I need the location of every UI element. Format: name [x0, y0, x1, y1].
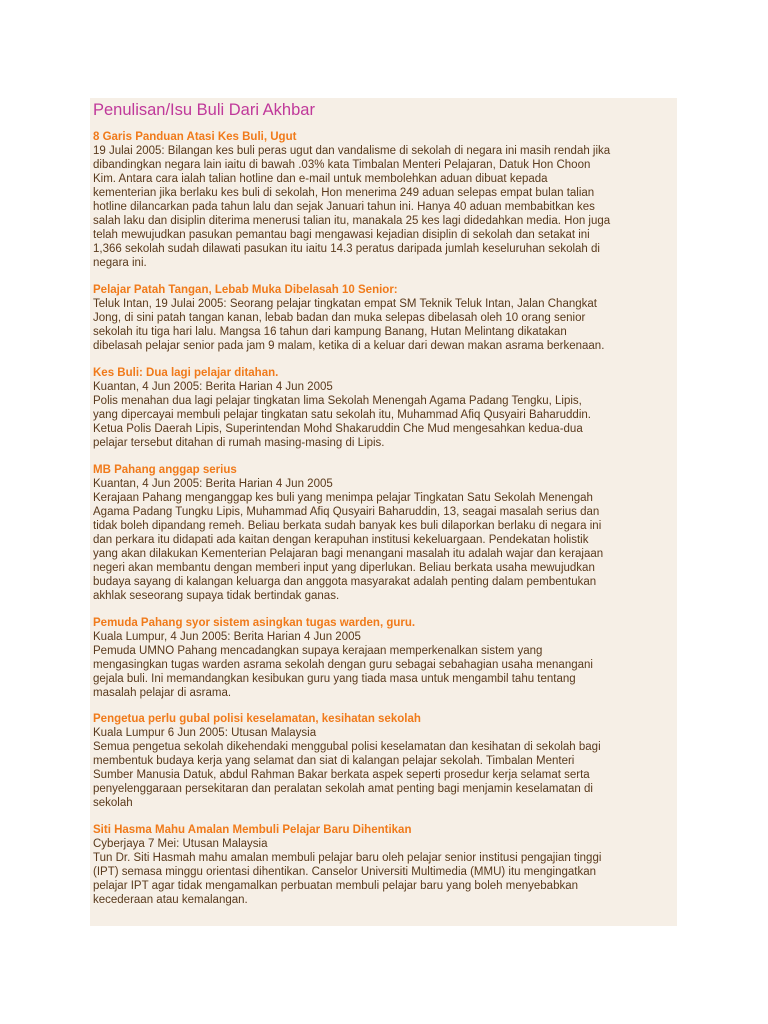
article-heading: MB Pahang anggap serius [93, 464, 237, 476]
article-7 [93, 823, 673, 907]
article-heading: Pelajar Patah Tangan, Lebab Muka Dibelasah 10 Senior: [93, 284, 398, 296]
document-panel [90, 98, 677, 926]
article-body: 19 Julai 2005: Bilangan kes buli peras ugut dan vandalisme di sekolah di negara ini masih rendah jika dibandingkan negara lain iaitu di bawah .03% kata Timbalan Menteri Pelajaran, Datuk Hon Choon Kim. Antara cara ialah talian hotline dan e-mail untuk membolehkan aduan dibuat kepada kementerian jika berlaku kes buli di sekolah, Hon menerima 249 aduan selepas empat bulan talian hotline dilancarkan pada tahun lalu dan sejak Januari tahun ini. Hanya 40 aduan membabitkan kes salah laku dan disiplin diterima menerusi talian itu, manakala 25 kes lagi didedahkan media. Hon juga telah mewujudkan pasukan pemantau bagi mengawasi kejadian disiplin di sekolah dan setakat ini 1,366 sekolah sudah dilawati pasukan itu iaitu 14.3 peratus daripada jumlah keseluruhan sekolah di negara ini. [93, 145, 611, 269]
article-body: Kerajaan Pahang menganggap kes buli yang menimpa pelajar Tingkatan Satu Sekolah Menengah Agama Padang Tungku Lipis, Muhammad Afiq Qusyairi Baharuddin, 13, seagai masalah serius dan tidak boleh dipandang remeh. Beliau berkata sudah banyak kes buli dilaporkan berlaku di negara ini dan perkara itu didapati ada kaitan dengan kerapuhan institusi kekeluargaan. Pendekatan holistik yang akan dilakukan Kementerian Pelajaran bagi menangani masalah itu adalah wajar dan kerajaan negeri akan membantu dengan memberi input yang diperlukan. Beliau berkata usaha mewujudkan budaya sayang di kalangan keluarga dan anggota masyarakat adalah penting dalam pembentukan akhlak seseorang supaya tidak bertindak ganas. [93, 492, 604, 602]
article-body: Polis menahan dua lagi pelajar tingkatan lima Sekolah Menengah Agama Padang Tengku, Lipis, yang dipercayai membuli pelajar tingkatan satu sekolah itu, Muhammad Afiq Qusyairi Baharuddin. Ketua Polis Daerah Lipis, Superintendan Mohd Shakaruddin Che Mud mengesahkan kedua-dua pelajar tersebut ditahan di rumah masing-masing di Lipis. [93, 395, 591, 449]
article-body: Teluk Intan, 19 Julai 2005: Seorang pelajar tingkatan empat SM Teknik Teluk Intan, Jalan Changkat Jong, di sini patah tangan kanan, lebab badan dan muka selepas dibelasah oleh 10 orang senior sekolah itu tiga hari lalu. Mangsa 16 tahun dari kampung Banang, Hutan Melintang dikatakan dibelasah pelajar senior pada jam 9 malam, ketika di a keluar dari dewan makan asrama berkenaan. [93, 298, 605, 352]
article-body: Pemuda UMNO Pahang mencadangkan supaya kerajaan memperkenalkan sistem yang mengasingkan tugas warden asrama sekolah dengan guru sebagai sebahagian usaha menangani gejala buli. Ini memandangkan kesibukan guru yang tiada masa untuk mengambil tahu tentang masalah pelajar di asrama. [93, 645, 593, 699]
article-4 [93, 463, 673, 603]
article-heading: Siti Hasma Mahu Amalan Membuli Pelajar Baru Dihentikan [93, 824, 412, 836]
article-meta: Kuala Lumpur 6 Jun 2005: Utusan Malaysia [93, 727, 317, 739]
article-6 [93, 712, 673, 810]
article-meta: Cyberjaya 7 Mei: Utusan Malaysia [93, 838, 268, 850]
article-heading: Pemuda Pahang syor sistem asingkan tugas warden, guru. [93, 617, 416, 629]
article-meta: Kuantan, 4 Jun 2005: Berita Harian 4 Jun 2005 [93, 478, 333, 490]
article-heading: Kes Buli: Dua lagi pelajar ditahan. [93, 367, 279, 379]
article-1 [93, 130, 673, 270]
article-5 [93, 616, 673, 700]
article-heading: 8 Garis Panduan Atasi Kes Buli, Ugut [93, 131, 297, 143]
article-body: Tun Dr. Siti Hasmah mahu amalan membuli pelajar baru oleh pelajar senior institusi pengajian tinggi (IPT) semasa minggu orientasi dihentikan. Canselor Universiti Multimedia (MMU) itu mengingatkan pelajar IPT agar tidak mengamalkan perbuatan membuli pelajar baru yang boleh menyebabkan kecederaan atau kemalangan. [93, 852, 602, 906]
article-heading: Pengetua perlu gubal polisi keselamatan, kesihatan sekolah [93, 713, 421, 725]
article-meta: Kuantan, 4 Jun 2005: Berita Harian 4 Jun 2005 [93, 381, 333, 393]
article-meta: Kuala Lumpur, 4 Jun 2005: Berita Harian 4 Jun 2005 [93, 631, 361, 643]
article-3 [93, 366, 673, 450]
article-body: Semua pengetua sekolah dikehendaki menggubal polisi keselamatan dan kesihatan di sekolah bagi membentuk budaya kerja yang selamat dan siat di kalangan pelajar sekolah. Timbalan Menteri Sumber Manusia Datuk, abdul Rahman Bakar berkata aspek seperti prosedur kerja selamat serta penyelenggaraan persekitaran dan peralatan sekolah amat penting bagi menjamin keselamatan di sekolah [93, 741, 601, 809]
article-2 [93, 283, 673, 353]
page-title: Penulisan/Isu Buli Dari Akhbar [93, 101, 315, 119]
